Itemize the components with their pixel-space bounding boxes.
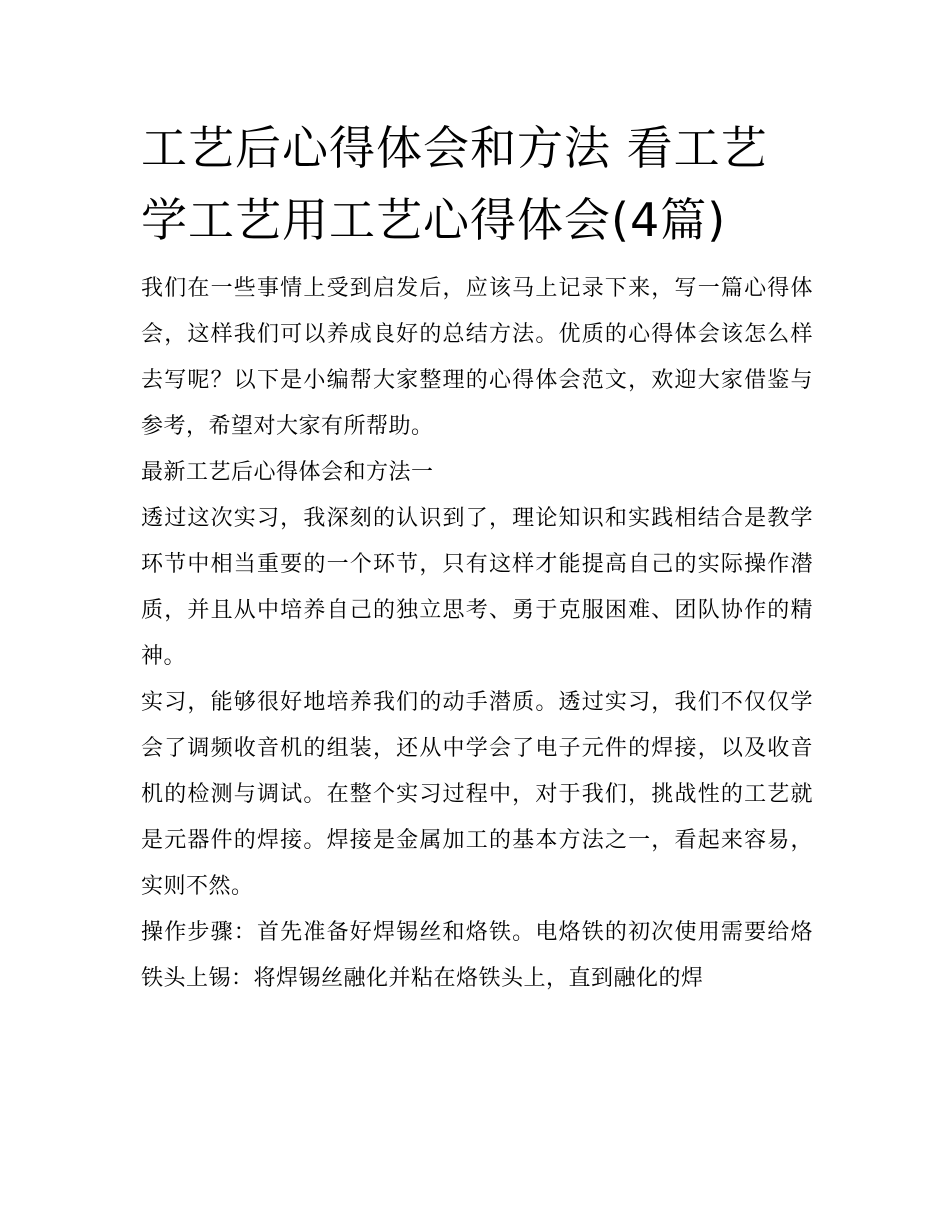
document-title: 工艺后心得体会和方法 看工艺学工艺用工艺心得体会(4篇) <box>141 121 768 247</box>
document-content <box>141 112 813 1002</box>
body-paragraph: 实习，能够很好地培养我们的动手潜质。透过实习，我们不仅仅学会了调频收音机的组装，还从中学会了电子元件的焊接，以及收音机的检测与调试。在整个实习过程中，对于我们，挑战性的工艺就是元器件的焊接。焊接是金属加工的基本方法之一，看起来容易，实则不然。 <box>141 690 813 899</box>
body-paragraph: 透过这次实习，我深刻的认识到了，理论知识和实践相结合是教学环节中相当重要的一个环节，只有这样才能提高自己的实际操作潜质，并且从中培养自己的独立思考、勇于克服困难、团队协作的精神。 <box>141 506 813 669</box>
body-paragraph: 操作步骤：首先准备好焊锡丝和烙铁。电烙铁的初次使用需要给烙铁头上锡：将焊锡丝融化并粘在烙铁头上，直到融化的焊 <box>141 920 813 991</box>
intro-paragraph: 我们在一些事情上受到启发后，应该马上记录下来，写一篇心得体会，这样我们可以养成良好的总结方法。优质的心得体会该怎么样去写呢？以下是小编帮大家整理的心得体会范文，欢迎大家借鉴与参考，希望对大家有所帮助。 <box>141 276 813 439</box>
section-heading: 最新工艺后心得体会和方法一 <box>141 460 434 485</box>
document-body <box>141 266 813 1002</box>
